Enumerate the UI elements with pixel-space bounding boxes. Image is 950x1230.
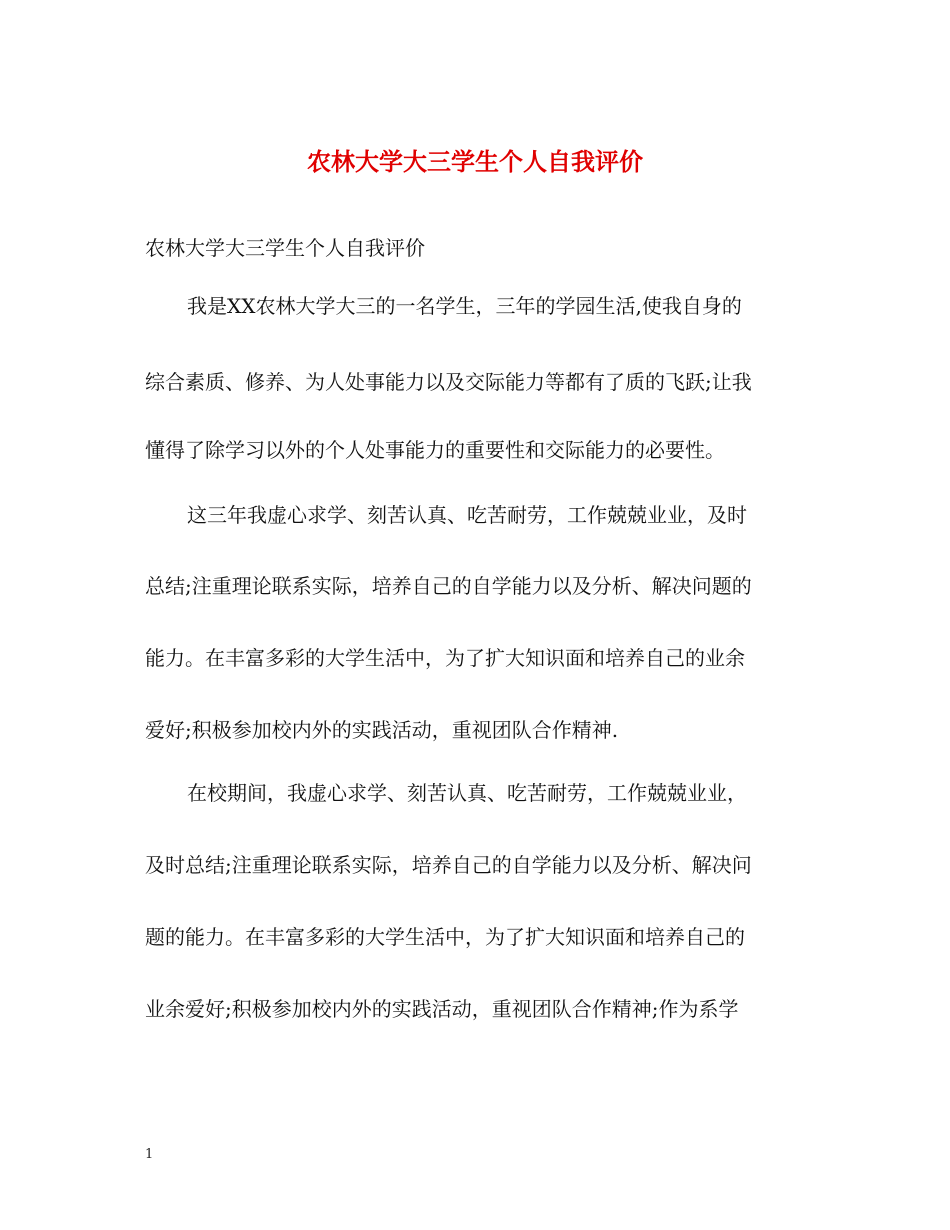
- paragraph-2-line-4: 爱好;积极参加校内外的实践活动，重视团队合作精神.: [145, 718, 619, 742]
- paragraph-2-line-2: 总结;注重理论联系实际，培养自己的自学能力以及分析、解决问题的: [145, 574, 752, 598]
- paragraph-3-line-4: 业余爱好;积极参加校内外的实践活动，重视团队合作精神;作为系学: [145, 997, 739, 1021]
- paragraph-1-line-2: 综合素质、修养、为人处事能力以及交际能力等都有了质的飞跃;让我: [145, 370, 752, 394]
- paragraph-3-line-1: 在校期间，我虚心求学、刻苦认真、吃苦耐劳，工作兢兢业业，: [187, 781, 747, 805]
- document-title: 农林大学大三学生个人自我评价: [307, 147, 643, 176]
- document-subtitle: 农林大学大三学生个人自我评价: [145, 236, 425, 260]
- paragraph-1-line-1: 我是XX农林大学大三的一名学生，三年的学园生活,使我自身的: [187, 294, 742, 318]
- page-number: 1: [145, 1147, 154, 1162]
- paragraph-1-line-3: 懂得了除学习以外的个人处事能力的重要性和交际能力的必要性。: [145, 438, 725, 462]
- paragraph-2-line-3: 能力。在丰富多彩的大学生活中，为了扩大知识面和培养自己的业余: [145, 646, 745, 670]
- paragraph-2-line-1: 这三年我虚心求学、刻苦认真、吃苦耐劳，工作兢兢业业，及时: [187, 503, 747, 527]
- paragraph-3-line-3: 题的能力。在丰富多彩的大学生活中，为了扩大知识面和培养自己的: [145, 925, 745, 949]
- paragraph-3-line-2: 及时总结;注重理论联系实际，培养自己的自学能力以及分析、解决问: [145, 853, 752, 877]
